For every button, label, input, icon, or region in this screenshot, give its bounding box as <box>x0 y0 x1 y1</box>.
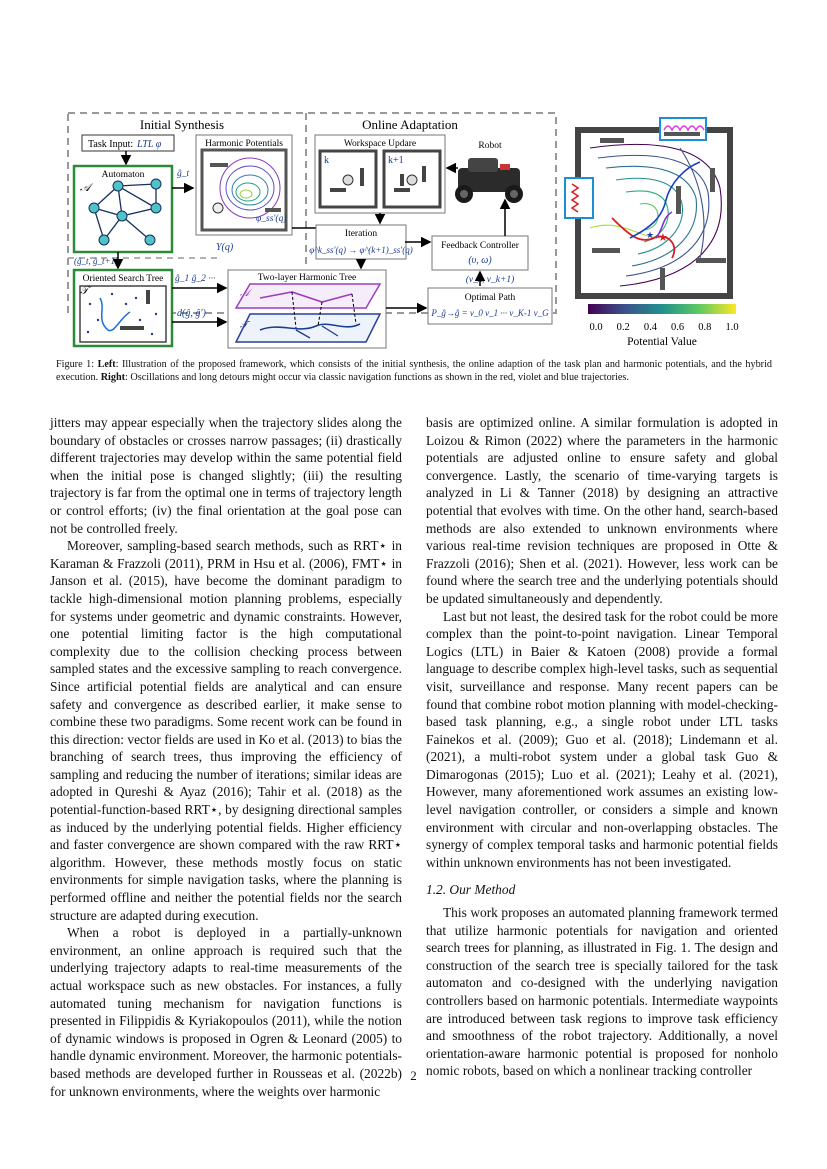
optimal-path-label: Optimal Path <box>464 293 516 303</box>
figure-1-graphic <box>60 108 770 353</box>
caption-prefix: Figure 1: <box>56 359 95 370</box>
colorbar-tick-label: 0.8 <box>698 322 712 333</box>
figure-caption <box>56 358 772 385</box>
caption-right-text: : Oscillations and long detours might occur via classic navigation functions as shown in the red, violet and blue trajectories. <box>125 372 629 384</box>
k1-label: k+1 <box>388 155 404 166</box>
feedback-controller-value: (υ, ω) <box>468 255 492 266</box>
colorbar-tick-label: 0.6 <box>671 322 685 333</box>
oriented-search-tree-label: Oriented Search Tree <box>82 274 164 284</box>
optimal-path-formula: P_ĝ→ĝ = ν_0 ν_1 ··· ν_K-1 ν_G <box>431 308 549 318</box>
left-column <box>50 414 402 1100</box>
left-paragraph-3: When a robot is deployed in a partially-unknown environment, an online approach is required such that the underlying trajectory adapts to real-time measurements of the actual workspace such as new obstacles. For instances, a fully automated tuning mechanism for navigation functions is presented in Filippidis & Kyriakopoulos (2011), while the notion of dynamic windows is proposed in Ogren & Leonard (2005) to handle dynamic environment. Moreover, the harmonic potentials-based methods are developed further in Rousseas et al. (2022b) for unknown environments, where the weights over harmonic <box>50 925 402 1099</box>
iteration-formula: φ^k_ss'(q) → φ^(k+1)_ss'(q) <box>309 245 413 255</box>
svg-text:★: ★ <box>646 230 655 240</box>
caption-left-bold: Left <box>97 359 116 370</box>
right-paragraph-1: basis are optimized online. A similar formulation is adopted in Loizou & Rimon (2022) where the parameters in the harmonic potentials are adjusted online to ensure safety and global convergence. Lastly, the scenario of time-varying targets is analyzed in Li & Tanner (2018) by designing an attractive potential that evolves with time. On the other hand, search-based methods are also extended to unknown environments where various real-time revision techniques are proposed in Otte & Frazzoli (2016); Shen et al. (2021). However, less work can be found where the search tree and the underlying potentials should be updated simultaneously and dependently. <box>426 415 778 606</box>
k-label: k <box>324 155 329 166</box>
potential-field-map <box>565 118 730 296</box>
figure-1 <box>60 108 770 353</box>
caption-left-text: : Illustration of the proposed framework, which consists of the initial synthesis, the online adaption of the task plan and harmonic potentials, and the hybrid execution. <box>56 359 772 384</box>
colorbar-label: Potential Value <box>627 336 697 348</box>
colorbar-ticks <box>589 322 738 333</box>
colorbar-tick-label: 0.2 <box>616 322 630 333</box>
colorbar-tick-label: 0.4 <box>643 322 657 333</box>
robot-image <box>455 158 523 203</box>
iteration-label: Iteration <box>344 229 378 239</box>
workspace-update-label: Workspace Updare <box>343 139 417 149</box>
feedback-controller-label: Feedback Controller <box>441 241 519 251</box>
automaton-symbol: 𝒜 <box>80 182 91 194</box>
right-column <box>426 414 778 1080</box>
potential-symbol: φ_ss'(q) <box>256 214 287 224</box>
subsection-heading: 1.2. Our Method <box>426 882 516 898</box>
tree-symbol: 𝒯 <box>80 285 89 297</box>
g-pair-label: (ĝ_t, ĝ_t+1) <box>74 256 119 266</box>
colorbar-tick-label: 1.0 <box>725 322 739 333</box>
colorbar-tick-label: 0.0 <box>589 322 603 333</box>
task-input-value: LTL φ <box>137 139 162 150</box>
layer-t-symbol: 𝒯 <box>240 320 248 331</box>
svg-text:★: ★ <box>658 232 668 244</box>
layer-a-symbol: 𝒜 <box>240 288 250 299</box>
automaton-label: Automaton <box>101 170 145 180</box>
two-layer-tree-label: Two-layer Harmonic Tree <box>257 273 357 283</box>
g-seq-label: ĝ_1 ĝ_2 ··· <box>175 274 216 284</box>
right-paragraph-2: Last but not least, the desired task for the robot could be more complex than the point-to-point navigation. Linear Temporal Logics (LTL) in Baier & Katoen (2008) provide a formal language to describe complex high-level tasks, such as sequential visit, surveillance and response. Many recent papers can be found that combine robot motion planning with model-checking-based task planning, e.g., a single robot under LTL tasks Fainekos et al. (2009); Guo et al. (2018); Lindemann et al. (2021), a multi-robot system under a global task Guo & Dimarogonas (2015); Luo et al. (2021); Leahy et al. (2021), However, many aforementioned work assumes an existing low-level navigation controller, or considers a simple and known environment with circular and non-overlapping obstacles. The synergy of complex temporal tasks and harmonic potential fields within unknown environments has not been investigated. <box>426 608 778 870</box>
colorbar <box>588 304 736 314</box>
robot-label: Robot <box>478 141 502 151</box>
distance-label: d(ĝ, ĝ') <box>177 308 206 319</box>
g-t-symbol: ĝ_t <box>177 169 190 179</box>
upsilon-label: Υ(q) <box>216 242 234 253</box>
caption-right-bold: Right <box>100 372 126 384</box>
initial-synthesis-title: Initial Synthesis <box>139 117 225 132</box>
task-input-label: Task Input: <box>88 139 134 150</box>
left-paragraph-1: jitters may appear especially when the trajectory slides along the boundary of obstacles or crosses narrow passages; (ii) drastically different trajectories may develop within the same potential field when the initial pose is changed slightly; (iii) the resulting trajectory is far from the optimal one in terms of trajectory length or control efforts; (iv) the final orientation at the goal pose can not be controlled freely. <box>50 415 402 536</box>
page-number: 2 <box>410 1068 417 1083</box>
online-adaptation-title: Online Adaptation <box>362 117 458 132</box>
harmonic-potentials-label: Harmonic Potentials <box>205 139 283 149</box>
nu-label: (ν_k, ν_k+1) <box>465 275 515 285</box>
right-paragraph-3: This work proposes an automated planning framework termed that utilize harmonic potentials for navigation and oriented search trees for planning, as illustrated in Fig. 1. The design and construction of the search tree is specially tailored for the task automaton and co-designed with the underlying navigation controllers based on harmonic potentials. Intermediate waypoints are introduced between task regions to improve task efficiency and smoothness of the robot trajectory. Additionally, a novel orientation-aware harmonic potential is proposed for nonholo nomic robots, based on which a nonlinear tracking controller <box>426 905 778 1079</box>
left-paragraph-2: Moreover, sampling-based search methods, such as RRT⋆ in Karaman & Frazzoli (2011), PRM in Hsu et al. (2006), FMT⋆ in Janson et al. (2015), have become the dominant paradigm to tackle high-dimensional motion planning problems, especially for systems under geometric and dynamic constraints. However, one potential limiting factor is the high computational complexity due to the collision checking process between sampled states and the excessive sampling to reach convergence. Since artificial potential fields are analytical and can ensure safety and convergence as described earlier, it make sense to combine these two paradigms. Some recent work can be found in this direction: vector fields are used in Ko et al. (2013) to bias the branching of search trees, thus improving the efficiency of sampling and reducing the number of iterations; similar ideas are adopted in Qureshi & Ayaz (2016); Tahir et al. (2018) as the potential-function-based RRT⋆, by designing directional samples as induced by the underlying potential fields. Higher efficiency and faster convergence are shown compared with the raw RRT⋆ algorithm. However, these methods mostly focus on static environments for simple navigation tasks, where the planning is performed offline and neither the potential fields nor the search structure are adapted during execution. <box>50 538 402 923</box>
